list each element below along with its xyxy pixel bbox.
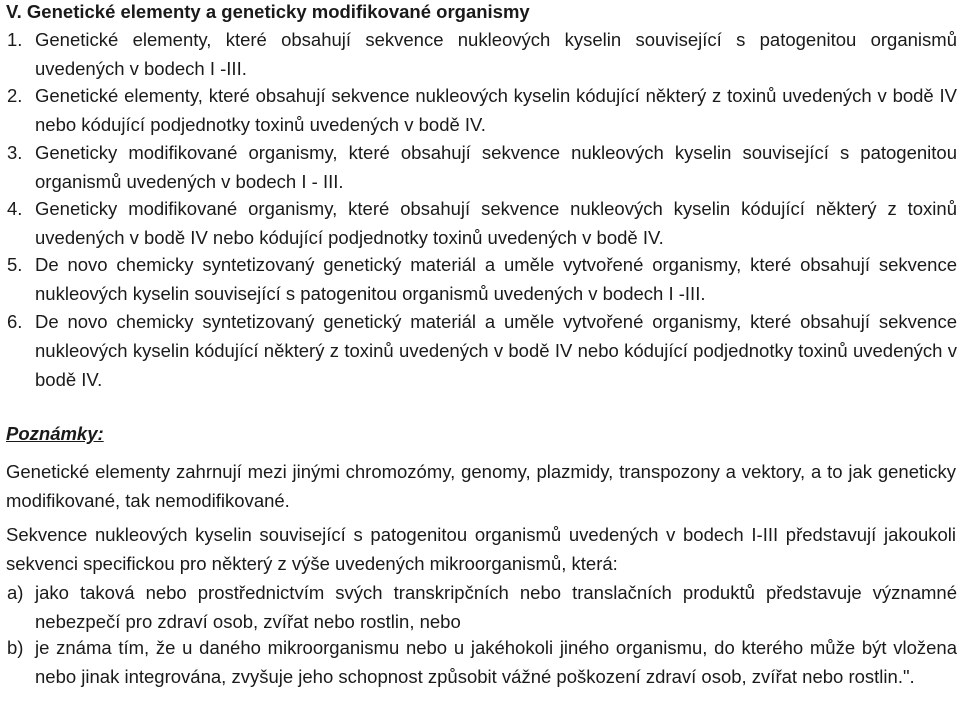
list-text: Geneticky modifikované organismy, které obsahují sekvence nukleových kyselin kódující některý z toxinů uvedených v bodě IV nebo kódující podjednotky toxinů uvedených v bodě IV.	[35, 198, 957, 248]
subitem-text: je známa tím, že u daného mikroorganismu nebo u jakéhokoli jiného organismu, do kterého může být vložena nebo jinak integrována, zvyšuje jeho schopnost způsobit vážné poškození zdraví osob, zvířat nebo rostlin.".	[35, 637, 957, 687]
subitem-label: b)	[7, 637, 24, 658]
list-number: 2.	[7, 85, 23, 106]
list-item	[7, 81, 957, 139]
notes-paragraph: Sekvence nukleových kyselin související s patogenitou organismů uvedených v bodech I-III představují jakoukoli sekvenci specifickou pro některý z výše uvedených mikroorganismů, která:	[6, 524, 956, 574]
list-text: De novo chemicky syntetizovaný genetický materiál a uměle vytvořené organismy, které obsahují sekvence nukleových kyselin související s patogenitou organismů uvedených v bodech I -III.	[35, 254, 957, 304]
list-number: 3.	[7, 142, 23, 163]
list-item	[7, 250, 957, 308]
list-number: 6.	[7, 311, 23, 332]
list-item	[7, 25, 957, 83]
list-number: 4.	[7, 198, 23, 219]
notes-paragraph: Genetické elementy zahrnují mezi jinými chromozómy, genomy, plazmidy, transpozony a vektory, a to jak geneticky modifikované, tak nemodifikované.	[6, 461, 956, 511]
list-number: 1.	[7, 29, 23, 50]
list-text: Genetické elementy, které obsahují sekvence nukleových kyselin kódující některý z toxinů uvedených v bodě IV nebo kódující podjednotky toxinů uvedených v bodě IV.	[35, 85, 957, 135]
list-number: 5.	[7, 254, 23, 275]
list-item	[7, 138, 957, 196]
list-item	[7, 307, 957, 394]
notes-subitem-a	[7, 578, 957, 636]
notes-subitem-b	[7, 633, 957, 691]
list-text: De novo chemicky syntetizovaný genetický materiál a uměle vytvořené organismy, které obsahují sekvence nukleových kyselin kódující některý z toxinů uvedených v bodě IV nebo kódující podjednotky toxinů uvedených v bodě IV.	[35, 311, 957, 390]
list-text: Geneticky modifikované organismy, které obsahují sekvence nukleových kyselin související s patogenitou organismů uvedených v bodech I - III.	[35, 142, 957, 192]
subitem-label: a)	[7, 582, 24, 603]
notes-title: Poznámky:	[6, 423, 104, 444]
list-text: Genetické elementy, které obsahují sekvence nukleových kyselin související s patogenitou organismů uvedených v bodech I -III.	[35, 29, 957, 79]
subitem-text: jako taková nebo prostřednictvím svých transkripčních nebo translačních produktů představuje významné nebezpečí pro zdraví osob, zvířat nebo rostlin, nebo	[35, 582, 957, 632]
list-item	[7, 194, 957, 252]
section-heading: V. Genetické elementy a geneticky modifikované organismy	[6, 1, 530, 22]
